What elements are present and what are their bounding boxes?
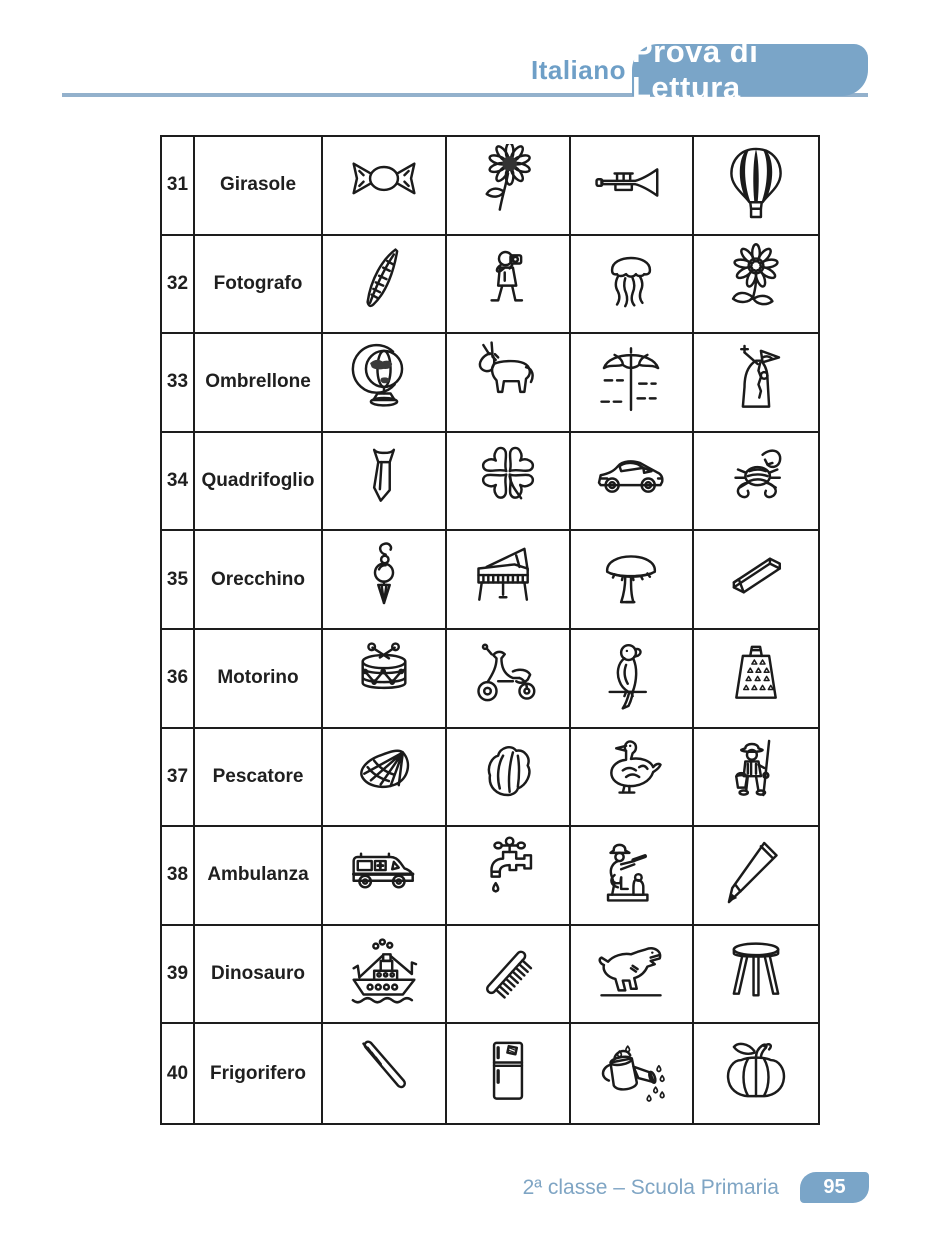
lettuce-icon bbox=[447, 729, 571, 828]
row-number: 33 bbox=[162, 334, 195, 433]
piano-icon bbox=[447, 531, 571, 630]
faucet-icon bbox=[447, 827, 571, 926]
word-cell: Motorino bbox=[195, 630, 323, 729]
word-cell: Quadrifoglio bbox=[195, 433, 323, 532]
scorpion-icon bbox=[694, 433, 818, 532]
page-title: Prova di Lettura bbox=[632, 34, 759, 105]
hot-air-balloon-icon bbox=[694, 137, 818, 236]
beach-umbrella-icon bbox=[571, 334, 695, 433]
jellyfish-icon bbox=[571, 236, 695, 335]
toothbrush-icon bbox=[323, 1024, 447, 1123]
wizard-icon bbox=[694, 334, 818, 433]
page-number-badge bbox=[800, 1172, 869, 1203]
firefighter-icon bbox=[571, 827, 695, 926]
word-cell: Pescatore bbox=[195, 729, 323, 828]
page-title-badge bbox=[632, 34, 868, 105]
row-number: 37 bbox=[162, 729, 195, 828]
word-cell: Dinosauro bbox=[195, 926, 323, 1025]
stool-icon bbox=[694, 926, 818, 1025]
word-cell: Girasole bbox=[195, 137, 323, 236]
earring-icon bbox=[323, 531, 447, 630]
drum-icon bbox=[323, 630, 447, 729]
seashell-icon bbox=[323, 729, 447, 828]
donkey-icon bbox=[447, 334, 571, 433]
row-number: 34 bbox=[162, 433, 195, 532]
four-leaf-clover-icon bbox=[447, 433, 571, 532]
photographer-icon bbox=[447, 236, 571, 335]
word-cell: Ambulanza bbox=[195, 827, 323, 926]
grater-icon bbox=[694, 630, 818, 729]
parrot-icon bbox=[571, 630, 695, 729]
word-cell: Ombrellone bbox=[195, 334, 323, 433]
pumpkin-icon bbox=[694, 1024, 818, 1123]
scooter-icon bbox=[447, 630, 571, 729]
ambulance-icon bbox=[323, 827, 447, 926]
feather-icon bbox=[323, 236, 447, 335]
mushroom-icon bbox=[571, 531, 695, 630]
row-number: 38 bbox=[162, 827, 195, 926]
refrigerator-icon bbox=[447, 1024, 571, 1123]
row-number: 40 bbox=[162, 1024, 195, 1123]
row-number: 35 bbox=[162, 531, 195, 630]
dinosaur-icon bbox=[571, 926, 695, 1025]
word-cell: Frigorifero bbox=[195, 1024, 323, 1123]
row-number: 31 bbox=[162, 137, 195, 236]
word-cell: Fotografo bbox=[195, 236, 323, 335]
flower-icon bbox=[694, 236, 818, 335]
ship-icon bbox=[323, 926, 447, 1025]
candy-icon bbox=[323, 137, 447, 236]
fisherman-icon bbox=[694, 729, 818, 828]
row-number: 39 bbox=[162, 926, 195, 1025]
chalk-icon bbox=[694, 531, 818, 630]
watering-can-icon bbox=[571, 1024, 695, 1123]
sunflower-icon bbox=[447, 137, 571, 236]
section-label: Italiano bbox=[530, 55, 626, 85]
pencil-icon bbox=[694, 827, 818, 926]
footer-caption: 2ª classe – Scuola Primaria bbox=[522, 1176, 779, 1199]
word-cell: Orecchino bbox=[195, 531, 323, 630]
row-number: 32 bbox=[162, 236, 195, 335]
row-number: 36 bbox=[162, 630, 195, 729]
page-number: 95 bbox=[823, 1176, 846, 1198]
duck-icon bbox=[571, 729, 695, 828]
trumpet-icon bbox=[571, 137, 695, 236]
globe-icon bbox=[323, 334, 447, 433]
comb-icon bbox=[447, 926, 571, 1025]
tie-icon bbox=[323, 433, 447, 532]
car-icon bbox=[571, 433, 695, 532]
reading-table bbox=[160, 135, 820, 1125]
